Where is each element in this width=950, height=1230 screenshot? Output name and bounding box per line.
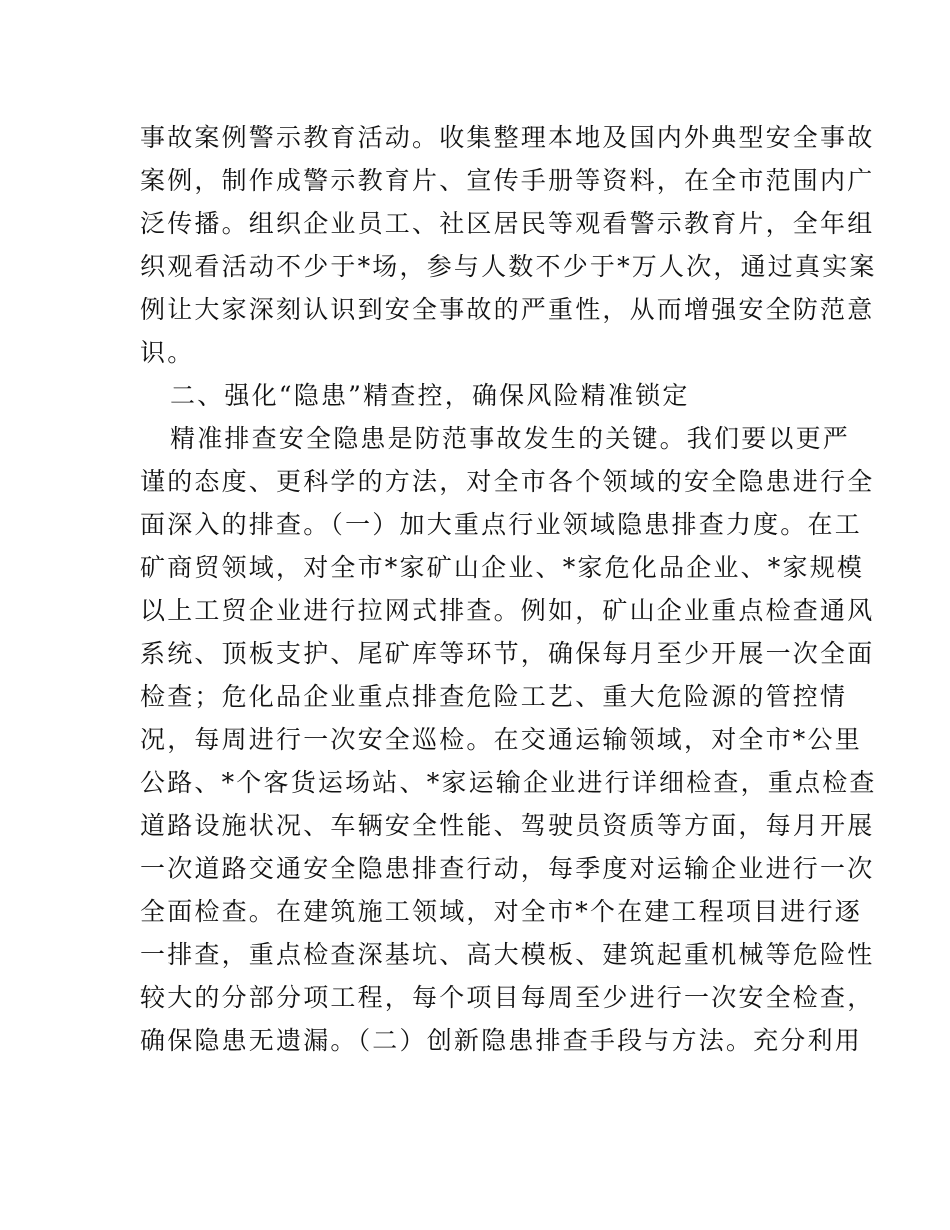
text-line: 一排查，重点检查深基坑、高大模板、建筑起重机械等危险性	[140, 940, 875, 969]
section-heading	[140, 374, 812, 417]
text-line: 况，每周进行一次安全巡检。在交通运输领域，对全市*公里	[140, 725, 862, 754]
text-line: 面深入的排查。（一）加大重点行业领域隐患排查力度。在工	[140, 510, 862, 539]
text-line: 全面检查。在建筑施工领域，对全市*个在建工程项目进行逐	[140, 897, 862, 926]
text-line: 系统、顶板支护、尾矿库等环节，确保每月至少开展一次全面	[140, 639, 875, 668]
text-line: 公路、*个客货运场站、*家运输企业进行详细检查，重点检查	[140, 768, 877, 797]
text-line: 识。	[140, 338, 195, 367]
text-line: 道路设施状况、车辆安全性能、驾驶员资质等方面，每月开展	[140, 811, 875, 840]
text-line: 织观看活动不少于*场，参与人数不少于*万人次，通过真实案	[140, 252, 877, 281]
text-line: 确保隐患无遗漏。（二）创新隐患排查手段与方法。充分利用	[140, 1026, 862, 1055]
document-page	[140, 116, 877, 1062]
text-line: 案例，制作成警示教育片、宣传手册等资料，在全市范围内广	[140, 166, 875, 195]
text-line: 事故案例警示教育活动。收集整理本地及国内外典型安全事故	[140, 123, 875, 152]
heading-text: 二、强化“隐患”精查控，确保风险精准锁定	[170, 381, 690, 410]
text-line: 谨的态度、更科学的方法，对全市各个领域的安全隐患进行全	[140, 467, 875, 496]
paragraph-warning-education	[140, 116, 877, 374]
text-line: 泛传播。组织企业员工、社区居民等观看警示教育片，全年组	[140, 209, 875, 238]
paragraph-hazard-inspection	[140, 417, 877, 1062]
text-line: 例让大家深刻认识到安全事故的严重性，从而增强安全防范意	[140, 295, 875, 324]
text-line: 一次道路交通安全隐患排查行动，每季度对运输企业进行一次	[140, 854, 875, 883]
text-line: 精准排查安全隐患是防范事故发生的关键。我们要以更严	[170, 424, 851, 453]
text-line: 较大的分部分项工程，每个项目每周至少进行一次安全检查，	[140, 983, 875, 1012]
text-line: 以上工贸企业进行拉网式排查。例如，矿山企业重点检查通风	[140, 596, 875, 625]
text-line: 矿商贸领域，对全市*家矿山企业、*家危化品企业、*家规模	[140, 553, 865, 582]
text-line: 检查；危化品企业重点排查危险工艺、重大危险源的管控情	[140, 682, 848, 711]
